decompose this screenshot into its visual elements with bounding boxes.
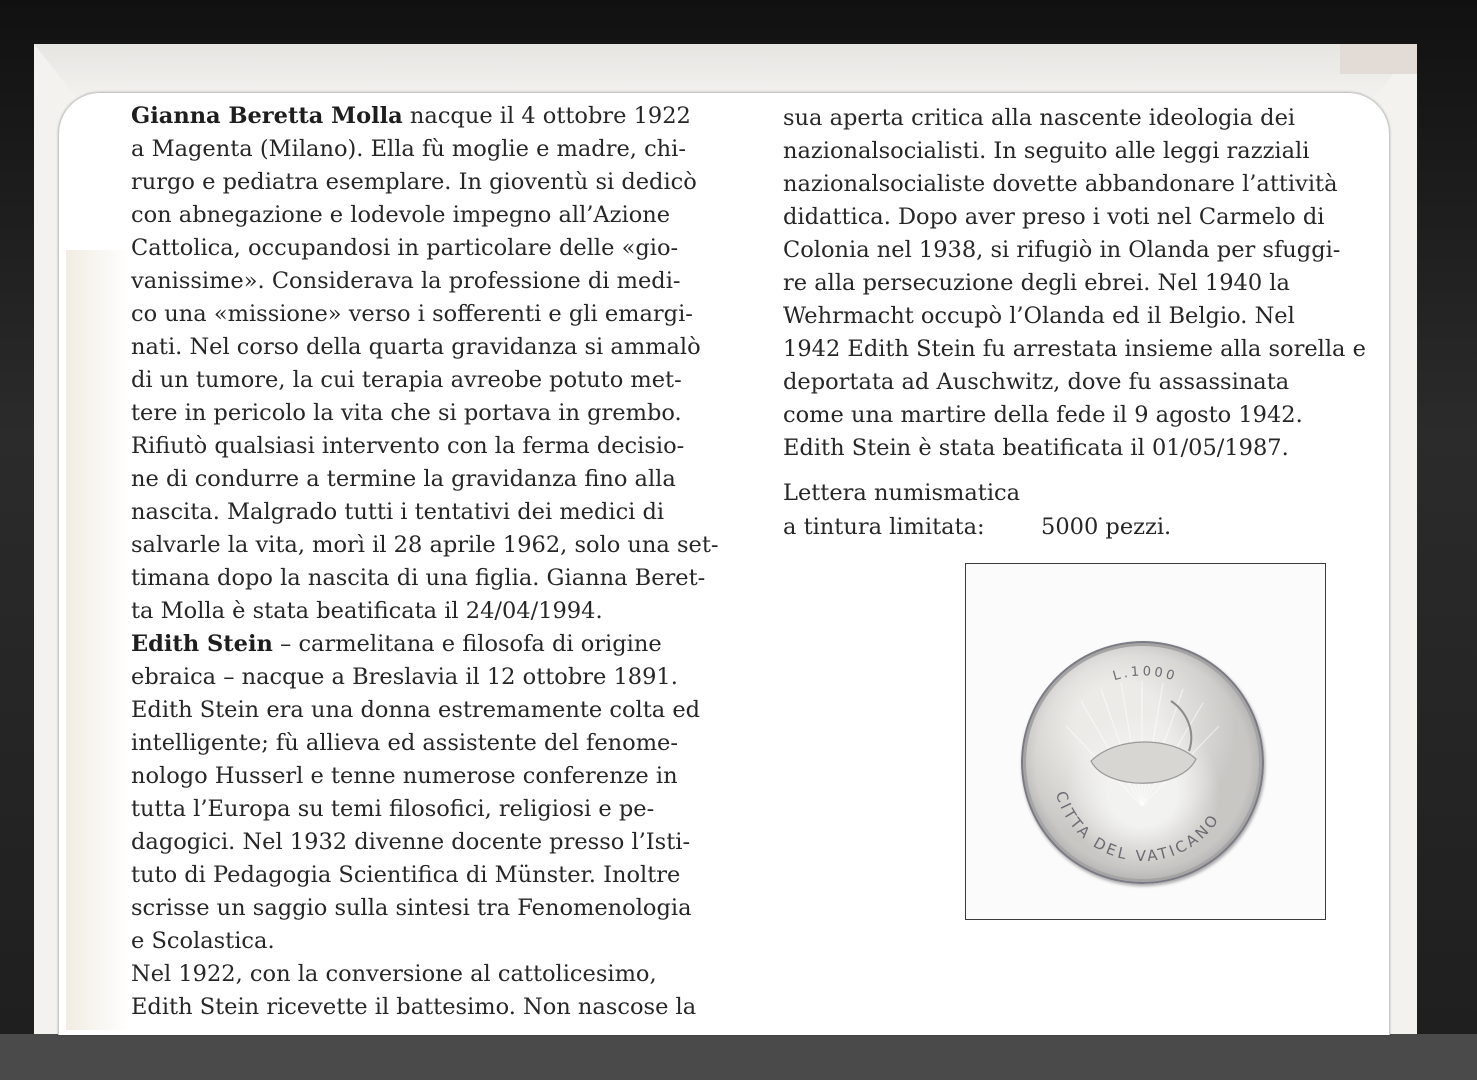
silver-coin <box>1021 641 1264 884</box>
left-line <box>131 529 719 562</box>
left-line <box>131 826 703 859</box>
left-line <box>131 397 703 430</box>
left-line <box>131 496 703 529</box>
left-line <box>131 859 703 892</box>
left-text-lines <box>131 100 719 1024</box>
card-shading <box>66 250 130 1030</box>
left-line <box>131 694 703 727</box>
left-line-text: ne di condurre a termine la gravidanza fino alla <box>131 466 676 492</box>
left-line-text: tere in pericolo la vita che si portava in grembo. <box>131 400 682 426</box>
left-line <box>131 562 706 595</box>
left-line-text: – carmelitana e filosofa di origine <box>272 631 662 657</box>
left-line-text: rurgo e pediatra esemplare. In gioventù si dedicò <box>131 169 697 195</box>
name-heading: Gianna Beretta Molla <box>131 103 403 129</box>
left-line-text: Rifiutò qualsiasi intervento con la ferma decisio- <box>131 433 685 459</box>
right-line: 1942 Edith Stein fu arrestata insieme alla sorella e <box>783 336 1366 362</box>
right-text-lines <box>783 102 1366 465</box>
edition-pieces: 5000 pezzi. <box>1041 514 1172 540</box>
right-line: sua aperta critica alla nascente ideologia dei <box>783 105 1296 131</box>
left-line-text: ebraica – nacque a Breslavia il 12 ottobre 1891. <box>131 664 678 690</box>
edition-info <box>783 476 1303 544</box>
left-line <box>131 463 703 496</box>
left-line <box>131 628 703 661</box>
left-line-text: di un tumore, la cui terapia avreobe potuto met- <box>131 367 682 393</box>
left-line-text: scrisse un saggio sulla sintesi tra Fenomenologia <box>131 895 692 921</box>
left-line-text: dagogici. Nel 1932 divenne docente presso l’Isti- <box>131 829 691 855</box>
left-line-text: ta Molla è stata beatificata il 24/04/1994. <box>131 598 603 624</box>
left-line-text: a Magenta (Milano). Ella fù moglie e madre, chi- <box>131 136 686 162</box>
left-line <box>131 232 703 265</box>
left-text-column <box>131 100 719 1024</box>
left-line-text: Edith Stein ricevette il battesimo. Non nascose la <box>131 994 697 1020</box>
left-line-text: co una «missione» verso i sofferenti e gli emargi- <box>131 301 693 327</box>
envelope-tab <box>1340 44 1417 74</box>
left-line-text: nati. Nel corso della quarta gravidanza si ammalò <box>131 334 701 360</box>
left-line <box>131 661 703 694</box>
right-line: nazionalsocialisti. In seguito alle leggi razziali <box>783 138 1310 164</box>
edition-line-1: Lettera numismatica <box>783 480 1021 506</box>
right-line: re alla persecuzione degli ebrei. Nel 1940 la <box>783 270 1290 296</box>
coin-figure <box>1091 742 1196 783</box>
left-line <box>131 331 703 364</box>
left-line <box>131 430 703 463</box>
scan-bottom-strip <box>0 1034 1477 1080</box>
left-line <box>131 727 703 760</box>
right-line: Wehrmacht occupò l’Olanda ed il Belgio. Nel <box>783 303 1295 329</box>
left-line <box>131 100 703 133</box>
left-line <box>131 595 703 628</box>
edition-line-2: a tintura limitata: <box>783 514 985 540</box>
left-line <box>131 364 703 397</box>
coin-window <box>965 563 1326 920</box>
right-line: deportata ad Auschwitz, dove fu assassinata <box>783 369 1290 395</box>
coin-legend: CITTA DEL VATICANO <box>1051 788 1224 866</box>
left-line-text: nascita. Malgrado tutti i tentativi dei medici di <box>131 499 665 525</box>
right-line: didattica. Dopo aver preso i voti nel Carmelo di <box>783 204 1325 230</box>
left-line-text: intelligente; fù allieva ed assistente del fenome- <box>131 730 678 756</box>
left-line <box>131 892 703 925</box>
left-line-text: nologo Husserl e tenne numerose conferenze in <box>131 763 678 789</box>
left-line-text: Nel 1922, con la conversione al cattolicesimo, <box>131 961 657 987</box>
right-line: nazionalsocialiste dovette abbandonare l’attività <box>783 171 1338 197</box>
left-line-text: Edith Stein era una donna estremamente colta ed <box>131 697 701 723</box>
right-line: Edith Stein è stata beatificata il 01/05/1987. <box>783 435 1289 461</box>
name-heading: Edith Stein <box>131 631 273 657</box>
left-line-text: nacque il 4 ottobre 1922 <box>402 103 691 129</box>
left-line <box>131 760 703 793</box>
left-line <box>131 991 703 1024</box>
coin-denomination: L.1000 <box>1111 664 1179 685</box>
left-line-text: vanissime». Considerava la professione di medi- <box>131 268 681 294</box>
left-line-text: Cattolica, occupandosi in particolare delle «gio- <box>131 235 679 261</box>
left-line-text: e Scolastica. <box>131 928 275 954</box>
left-line <box>131 199 703 232</box>
left-line-text: timana dopo la nascita di una figlia. Gianna Beret- <box>131 565 706 591</box>
coin-relief <box>1021 641 1264 884</box>
left-line <box>131 133 703 166</box>
coin-figure-arm <box>1171 701 1191 751</box>
left-line-text: con abnegazione e lodevole impegno all’Azione <box>131 202 671 228</box>
left-line <box>131 958 703 991</box>
left-line-text: tuto di Pedagogia Scientifica di Münster. Inoltre <box>131 862 681 888</box>
left-line-text: salvarle la vita, morì il 28 aprile 1962, solo una set- <box>131 532 719 558</box>
left-line-text: tutta l’Europa su temi filosofici, religiosi e pe- <box>131 796 655 822</box>
left-line <box>131 793 703 826</box>
left-line <box>131 298 703 331</box>
left-line <box>131 925 703 958</box>
right-line: come una martire della fede il 9 agosto 1942. <box>783 402 1303 428</box>
left-line <box>131 166 703 199</box>
left-line <box>131 265 703 298</box>
right-line: Colonia nel 1938, si rifugiò in Olanda per sfuggi- <box>783 237 1341 263</box>
right-text-column <box>783 102 1366 465</box>
